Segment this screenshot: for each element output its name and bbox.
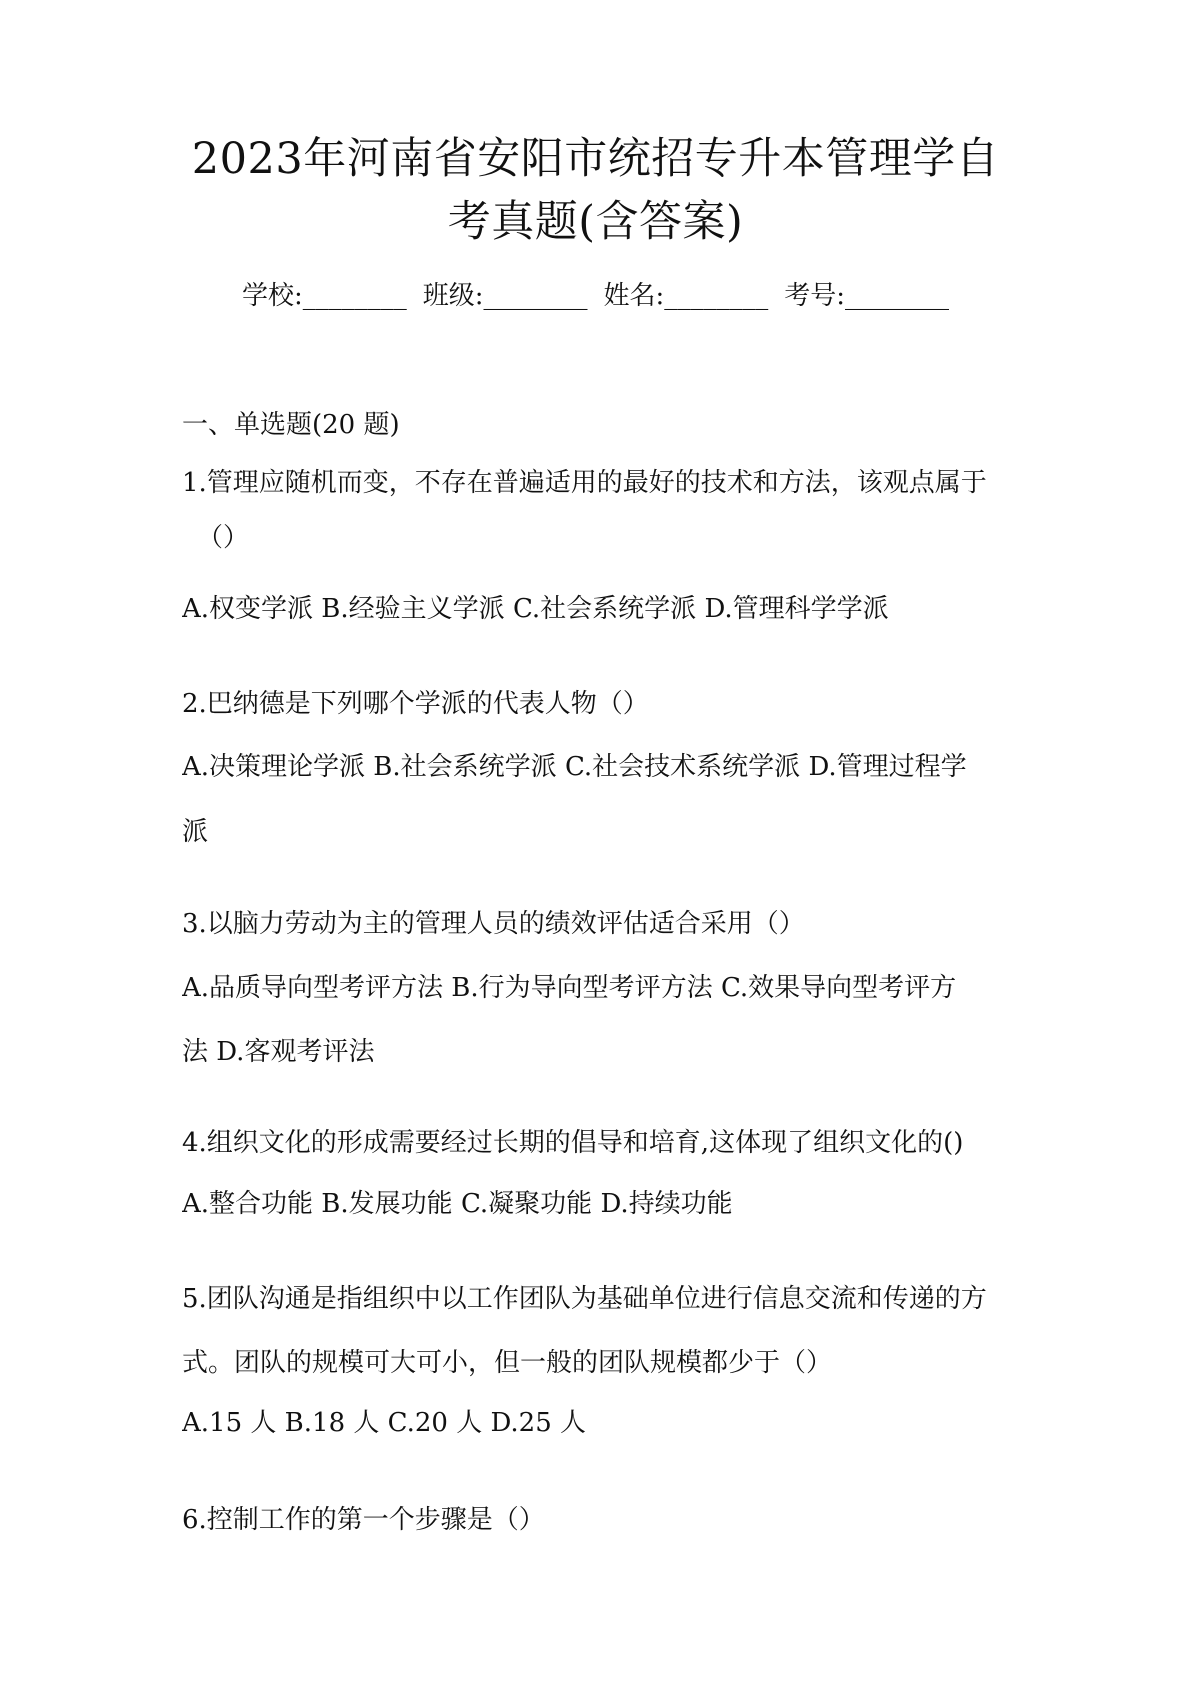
question-1-stem: 1.管理应随机而变，不存在普遍适用的最好的技术和方法，该观点属于 <box>182 468 987 498</box>
question-2-stem: 2.巴纳德是下列哪个学派的代表人物（） <box>182 689 649 719</box>
question-1-options: A.权变学派 B.经验主义学派 C.社会系统学派 D.管理科学学派 <box>182 594 889 624</box>
question-3-options-cont: 法 D.客观考评法 <box>182 1037 375 1067</box>
student-info-line <box>0 278 1191 314</box>
question-3-options: A.品质导向型考评方法 B.行为导向型考评方法 C.效果导向型考评方 <box>182 973 957 1003</box>
question-4-options: A.整合功能 B.发展功能 C.凝聚功能 D.持续功能 <box>182 1189 733 1219</box>
school-field: 学校:________ <box>241 281 407 311</box>
question-2-options: A.决策理论学派 B.社会系统学派 C.社会技术系统学派 D.管理过程学 <box>182 752 967 782</box>
document-title <box>0 128 1191 254</box>
title-line-2: 考真题(含答案) <box>447 197 744 247</box>
question-1-stem-cont: （） <box>197 523 250 553</box>
question-5-options: A.15 人 B.18 人 C.20 人 D.25 人 <box>182 1408 587 1438</box>
question-5-stem: 5.团队沟通是指组织中以工作团队为基础单位进行信息交流和传递的方 <box>182 1284 987 1314</box>
class-field: 班级:________ <box>422 281 588 311</box>
question-2-options-cont: 派 <box>182 817 209 847</box>
question-4-stem: 4.组织文化的形成需要经过长期的倡导和培育,这体现了组织文化的() <box>182 1128 964 1158</box>
section-title: 一、单选题(20 题) <box>182 410 400 440</box>
name-field: 姓名:________ <box>603 281 769 311</box>
exam-number-field: 考号:________ <box>784 281 950 311</box>
question-6-stem: 6.控制工作的第一个步骤是（） <box>182 1505 545 1535</box>
question-3-stem: 3.以脑力劳动为主的管理人员的绩效评估适合采用（） <box>182 909 805 939</box>
title-line-1: 2023年河南省安阳市统招专升本管理学自 <box>191 134 1000 184</box>
question-5-stem-cont: 式。团队的规模可大可小，但一般的团队规模都少于（） <box>182 1348 833 1378</box>
